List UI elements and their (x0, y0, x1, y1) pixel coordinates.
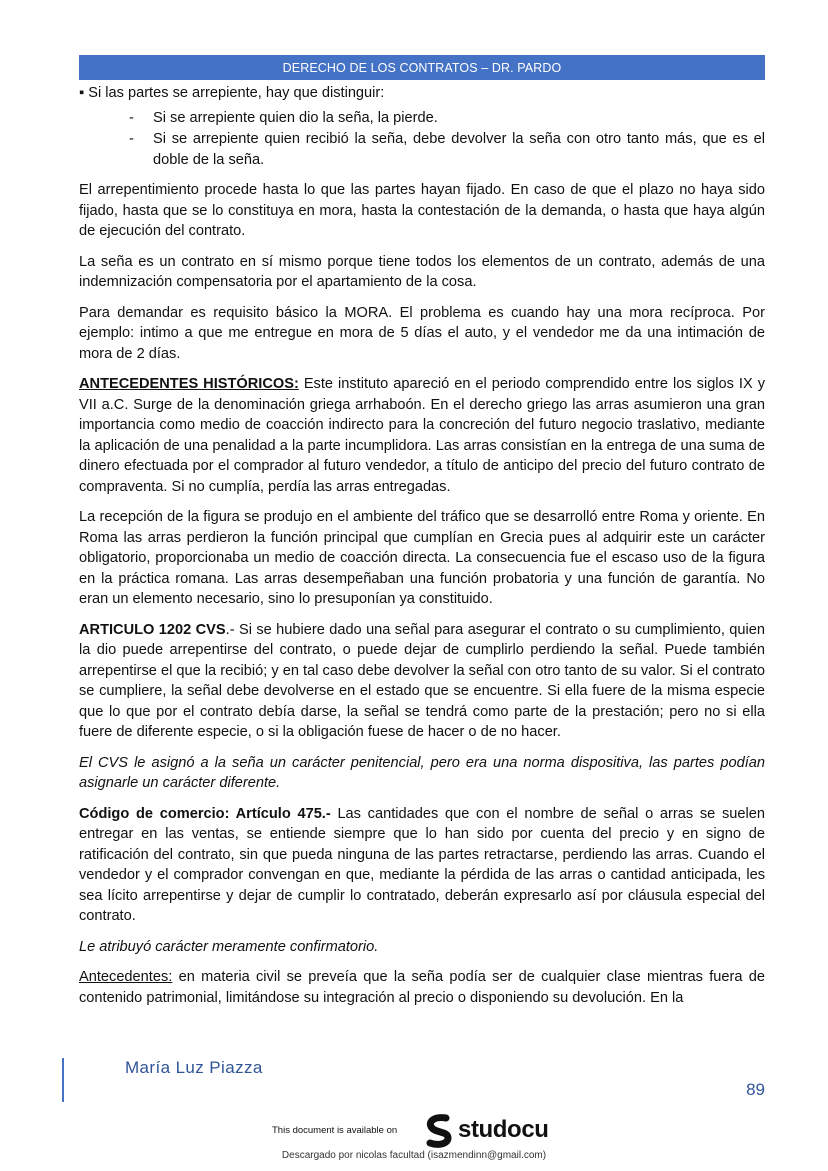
paragraph-text: Este instituto apareció en el periodo comprendido entre los siglos IX y VII a.C. Surge de la denominación griega arrhaboón. En el derecho griego las arras asumieron una gran importancia como medio de coacción indirecto para la concreción del futuro negocio traslativo, mediante la aplicación de una penalidad a la parte incumplidora. Las arras consistían en la entrega de una suma de dinero efectuada por el comprador al futuro vendedor, a título de anticipo del precio del futuro contrato de compraventa. Si no cumplía, perdía las arras entregadas. (79, 376, 765, 495)
dash-bullet: - (129, 131, 134, 147)
studocu-logo-icon (424, 1114, 454, 1148)
header-title: DERECHO DE LOS CONTRATOS – DR. PARDO (282, 60, 562, 75)
paragraph-articulo-1202 (79, 620, 765, 743)
document-body (79, 83, 765, 1018)
paragraph-sena-contrato: La seña es un contrato en sí mismo porque tiene todos los elementos de un contrato, además de una indemnización compensatoria por el apartamiento de la cosa. (79, 253, 765, 290)
paragraph-arrepentimiento-intro: ▪ Si las partes se arrepiente, hay que distinguir: (79, 85, 385, 101)
paragraph-confirmatorio: Le atribuyó carácter meramente confirmatorio. (79, 938, 379, 955)
dash-list (79, 108, 765, 171)
studocu-banner[interactable] (0, 1112, 828, 1152)
download-notice: Descargado por nicolas facultad (isazmendinn@gmail.com) (281, 1150, 547, 1161)
section-heading-antecedentes-historicos: ANTECEDENTES HISTÓRICOS: (79, 376, 299, 392)
paragraph-text: .- Si se hubiere dado una señal para asegurar el contrato o su cumplimiento, quien la dio puede arrepentirse del contrato, o puede dejar de cumplirlo perdiendo la señal. Puede también arrepentirse el que la recibió; y en tal caso debe devolver la señal con otro tanto de su valor. Si el contrato se cumpliere, la señal debe devolverse en el estado que se encuentre. Si ella fuere de la misma especie que lo que por el contrato debía darse, la señal se tendrá como parte de la prestación; pero no si ella fuere de diferente especie, o si la obligación fuese de hacer o de no hacer. (79, 621, 765, 740)
paragraph-text: Las cantidades que con el nombre de señal o arras se suelen entregar en las ventas, se entiende siempre que lo han sido por cuenta del precio y en signo de ratificación del contrato, sin que pueda ninguna de las partes retractarse, perdiendo las arras. Cuando el vendedor y el comprador convengan en que, mediante la pérdida de las arras o cantidad anticipada, les sea lícito arrepentirse y dejar de cumplir lo contratado, deberán expresarlo así por cláusula especial del contrato. (79, 805, 765, 924)
available-text: This document is available on (272, 1125, 398, 1136)
list-item (129, 129, 765, 170)
list-item (129, 108, 765, 129)
studocu-logo-text: studocu (458, 1116, 549, 1143)
list-item-text: Si se arrepiente quien dio la seña, la pierde. (153, 109, 438, 126)
paragraph-antecedentes-historicos (79, 374, 765, 497)
dash-bullet: - (129, 109, 134, 126)
footer-divider (62, 1058, 64, 1102)
paragraph-mora: Para demandar es requisito básico la MORA. El problema es cuando hay una mora recíproca. Por ejemplo: intimo a que me entregue en mora de 5 días el auto, y el vendedor me da una intimación de mora de 2 días. (79, 304, 765, 362)
document-header (79, 55, 765, 80)
paragraph-codigo-comercio (79, 804, 765, 927)
list-item-text: Si se arrepiente quien recibió la seña, debe devolver la seña con otro tanto más, que es el doble de la seña. (153, 131, 765, 168)
article-heading-475: Código de comercio: Artículo 475.- (79, 805, 331, 822)
page-number: 89 (746, 1080, 765, 1099)
paragraph-cvs-penitencial: El CVS le asignó a la seña un carácter penitencial, pero era una norma dispositiva, las partes podían asignarle un carácter diferente. (79, 754, 765, 791)
section-heading-antecedentes: Antecedentes: (79, 969, 173, 985)
footer-author: María Luz Piazza (125, 1058, 263, 1077)
paragraph-recepcion-roma: La recepción de la figura se produjo en el ambiente del tráfico que se desarrolló entre Roma y oriente. En Roma las arras perdieron la función principal que cumplían en Grecia pues al adquirir este un carácter obligatorio, proporcionaba un medio de coacción directa. La consecuencia fue el escaso uso de la figura en la práctica romana. Las arras desempeñaban una función probatoria y una función de garantía. No eran un elemento necesario, sino lo presuponían ya constituido. (79, 509, 765, 607)
paragraph-text: en materia civil se preveía que la seña podía ser de cualquier clase mientras fuera de contenido patrimonial, limitándose su integración al precio o disponiendo su devolución. En la (79, 969, 765, 1006)
article-heading-1202: ARTICULO 1202 CVS (79, 621, 226, 638)
paragraph-arrepentimiento-plazo: El arrepentimiento procede hasta lo que las partes hayan fijado. En caso de que el plazo no haya sido fijado, hasta que se lo constituya en mora, hasta la contestación de la demanda, o hasta que haya algún de ejecución del contrato. (79, 182, 765, 239)
paragraph-antecedentes (79, 967, 765, 1008)
